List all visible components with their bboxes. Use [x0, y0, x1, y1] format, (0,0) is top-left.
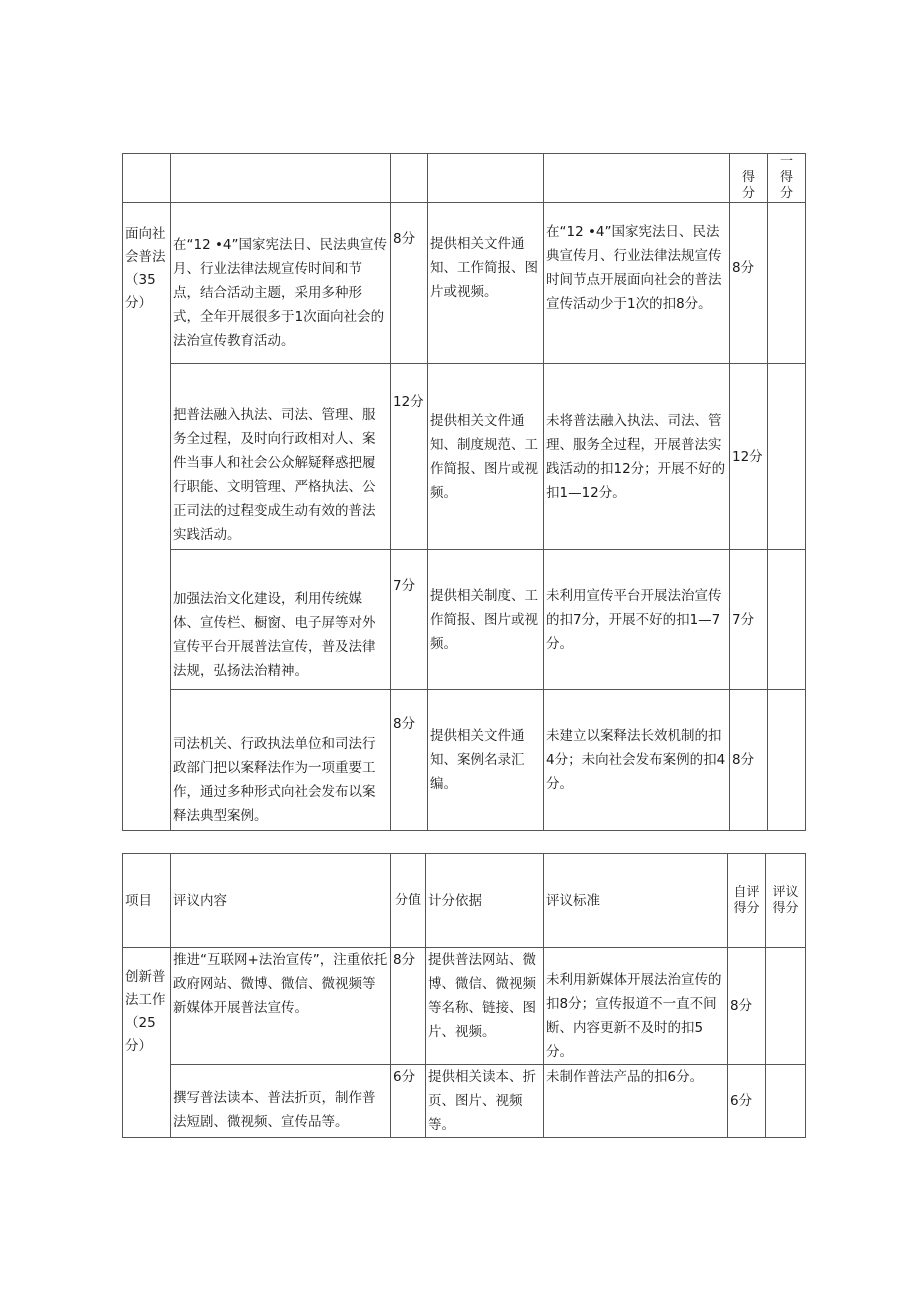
- basis-cell: 提供相关读本、折页、图片、视频等。: [426, 1065, 544, 1138]
- standard-cell: 未将普法融入执法、司法、管理、服务全过程，开展普法实践活动的扣12分；开展不好的扣1—12分。: [544, 364, 730, 550]
- standard-cell: 未制作普法产品的扣6分。: [544, 1065, 728, 1138]
- score-cell: 6分: [391, 1065, 426, 1138]
- self-score-cell: 7分: [730, 550, 768, 690]
- eval-score-cell: [768, 203, 806, 364]
- score-cell: 8分: [391, 948, 426, 1065]
- content-cell: 把普法融入执法、司法、管理、服务全过程，及时向行政相对人、案件当事人和社会公众解疑释惑把履行职能、文明管理、严格执法、公正司法的过程变成生动有效的普法实践活动。: [171, 364, 391, 550]
- eval-score-cell: [768, 690, 806, 831]
- score-cell: 12分: [391, 364, 428, 550]
- basis-cell: 提供普法网站、微博、微信、微视频等名称、链接、图片、视频。: [426, 948, 544, 1065]
- scoring-table-1: [122, 153, 806, 831]
- header-project: 项目: [123, 854, 171, 948]
- header-cell: [391, 154, 428, 203]
- table-row: [123, 948, 806, 1065]
- header-self-score: 自评得分: [728, 854, 766, 948]
- score-cell: 8分: [391, 203, 428, 364]
- standard-cell: 未利用新媒体开展法治宣传的扣8分；宣传报道不一直不间断、内容更新不及时的扣5分。: [544, 948, 728, 1065]
- content-cell: 加强法治文化建设，利用传统媒体、宣传栏、橱窗、电子屏等对外宣传平台开展普法宣传，普及法律法规，弘扬法治精神。: [171, 550, 391, 690]
- eval-score-cell: [766, 948, 806, 1065]
- basis-cell: 提供相关制度、工作简报、图片或视频。: [428, 550, 544, 690]
- header-score: 分值: [391, 854, 426, 948]
- self-score-cell: 8分: [728, 948, 766, 1065]
- eval-score-cell: [766, 1065, 806, 1138]
- content-cell: 推进“互联网+法治宣传”，注重依托政府网站、微博、微信、微视频等新媒体开展普法宣传。: [171, 948, 391, 1065]
- self-score-cell: 8分: [730, 203, 768, 364]
- content-cell: 撰写普法读本、普法折页，制作普法短剧、微视频、宣传品等。: [171, 1065, 391, 1138]
- table-row: [123, 1065, 806, 1138]
- header-eval-score: 评议得分: [766, 854, 806, 948]
- basis-cell: 提供相关文件通知、工作简报、图片或视频。: [428, 203, 544, 364]
- self-score-cell: 8分: [730, 690, 768, 831]
- table-row: [123, 364, 806, 550]
- content-cell: 司法机关、行政执法单位和司法行政部门把以案释法作为一项重要工作，通过多种形式向社会发布以案释法典型案例。: [171, 690, 391, 831]
- header-cell: [428, 154, 544, 203]
- header-cell: [544, 154, 730, 203]
- score-cell: 7分: [391, 550, 428, 690]
- table-row: [123, 690, 806, 831]
- self-score-cell: 12分: [730, 364, 768, 550]
- header-cell: [123, 154, 171, 203]
- basis-cell: 提供相关文件通知、制度规范、工作简报、图片或视频。: [428, 364, 544, 550]
- category-cell: 面向社会普法（35分）: [123, 203, 171, 831]
- header-eval-score: 一 得 分: [768, 154, 806, 203]
- scoring-table-2: [122, 853, 806, 1138]
- basis-cell: 提供相关文件通知、案例名录汇编。: [428, 690, 544, 831]
- self-score-cell: 6分: [728, 1065, 766, 1138]
- header-self-score: 得 分: [730, 154, 768, 203]
- header-standard: 评议标准: [544, 854, 728, 948]
- standard-cell: 未建立以案释法长效机制的扣4分；未向社会发布案例的扣4分。: [544, 690, 730, 831]
- table-header-row: [123, 854, 806, 948]
- eval-score-cell: [768, 550, 806, 690]
- table-row: [123, 550, 806, 690]
- header-basis: 计分依据: [426, 854, 544, 948]
- standard-cell: 未利用宣传平台开展法治宣传的扣7分，开展不好的扣1—7分。: [544, 550, 730, 690]
- eval-score-cell: [768, 364, 806, 550]
- header-cell: [171, 154, 391, 203]
- header-content: 评议内容: [171, 854, 391, 948]
- category-cell: 创新普法工作（25分）: [123, 948, 171, 1138]
- table-row: [123, 203, 806, 364]
- standard-cell: 在“12 •4”国家宪法日、民法典宣传月、行业法律法规宣传时间节点开展面向社会的普法宣传活动少于1次的扣8分。: [544, 203, 730, 364]
- score-cell: 8分: [391, 690, 428, 831]
- content-cell: 在“12 •4”国家宪法日、民法典宣传月、行业法律法规宣传时间和节点，结合活动主题，采用多种形式，全年开展很多于1次面向社会的法治宣传教育活动。: [171, 203, 391, 364]
